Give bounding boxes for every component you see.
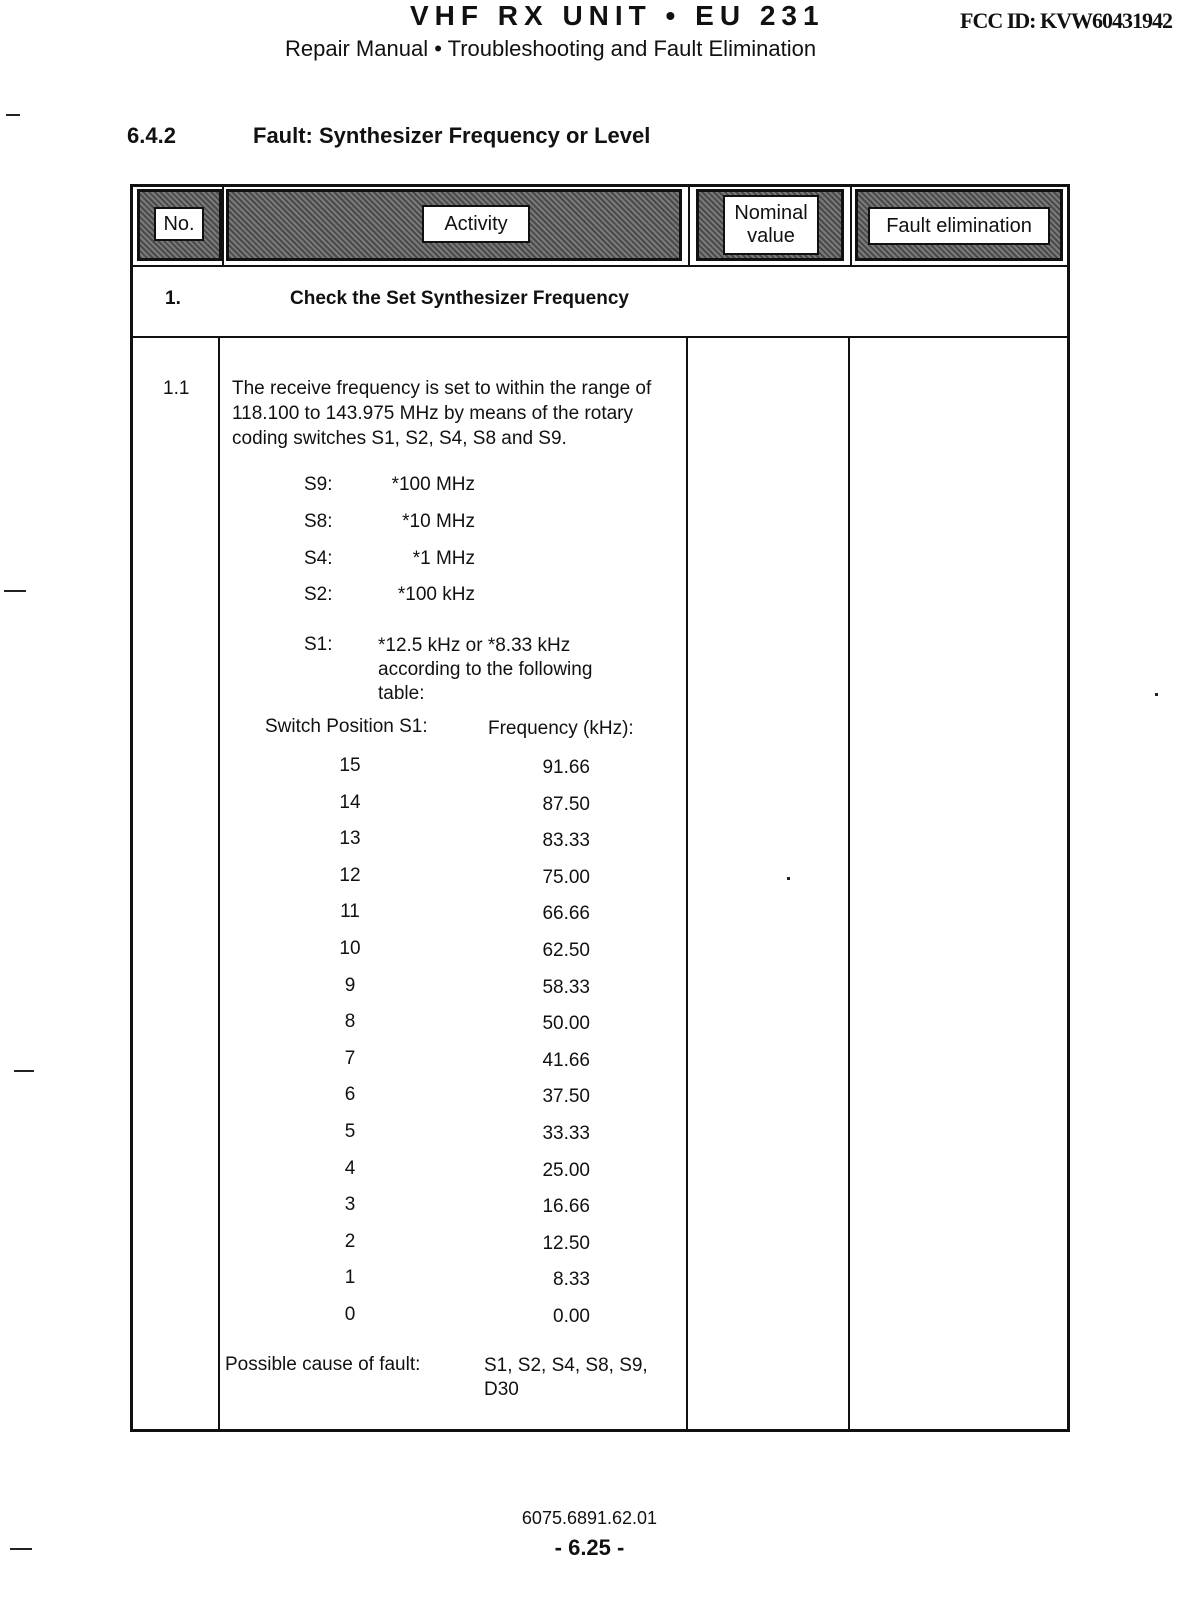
switch-position-cell: 4 xyxy=(344,1158,356,1179)
switch-label: S2: xyxy=(304,584,333,605)
frequency-cell: 41.66 xyxy=(542,1050,590,1071)
switch-position-cell: 10 xyxy=(339,938,361,959)
step-title: Check the Set Synthesizer Frequency xyxy=(290,288,629,309)
switch-position-cell: 5 xyxy=(344,1121,356,1142)
switch-position-cell: 15 xyxy=(339,755,361,776)
switch-label: S8: xyxy=(304,511,333,532)
scan-mark xyxy=(1155,693,1158,696)
column-header-position: Switch Position S1: xyxy=(265,716,428,737)
frequency-cell: 91.66 xyxy=(542,757,590,778)
switch-label: S4: xyxy=(304,548,333,569)
substep-description: The receive frequency is set to within the range of 118.100 to 143.975 MHz by means of the rotary coding switches S1, S2, S4, S8 and S9. xyxy=(232,378,652,449)
frequency-cell: 66.66 xyxy=(542,903,590,924)
scan-mark xyxy=(14,1070,34,1072)
switch-position-cell: 2 xyxy=(344,1231,356,1252)
column-divider xyxy=(222,186,224,266)
section-number: 6.4.2 xyxy=(127,123,176,148)
cause-label: Possible cause of fault: xyxy=(225,1354,421,1375)
section-title: Fault: Synthesizer Frequency or Level xyxy=(253,123,651,148)
column-divider xyxy=(688,186,690,266)
frequency-cell: 12.50 xyxy=(542,1233,590,1254)
row-divider xyxy=(132,265,1068,267)
frequency-cell: 0.00 xyxy=(553,1306,590,1327)
frequency-cell: 62.50 xyxy=(542,940,590,961)
switch-position-cell: 7 xyxy=(344,1048,356,1069)
frequency-cell: 75.00 xyxy=(542,867,590,888)
switch-position-cell: 8 xyxy=(344,1011,356,1032)
column-header-frequency: Frequency (kHz): xyxy=(488,718,634,739)
column-divider xyxy=(848,338,850,1430)
document-subtitle: Repair Manual • Troubleshooting and Fault Elimination xyxy=(285,36,817,61)
switch-label: S9: xyxy=(304,474,333,495)
scan-mark xyxy=(787,877,790,880)
switch-label-s1: S1: xyxy=(304,634,333,655)
frequency-cell: 37.50 xyxy=(542,1086,590,1107)
switch-position-cell: 3 xyxy=(344,1194,356,1215)
frequency-cell: 16.66 xyxy=(542,1196,590,1217)
step-number: 1. xyxy=(165,288,181,309)
frequency-cell: 25.00 xyxy=(542,1160,590,1181)
header-fault-label: Fault elimination xyxy=(868,207,1050,245)
column-divider xyxy=(850,186,852,266)
frequency-cell: 58.33 xyxy=(542,977,590,998)
switch-value: *10 MHz xyxy=(402,511,475,532)
switch-position-cell: 0 xyxy=(344,1304,356,1325)
cause-value: S1, S2, S4, S8, S9, D30 xyxy=(484,1355,648,1400)
header-activity-label: Activity xyxy=(422,205,530,243)
column-divider xyxy=(218,338,220,1430)
column-divider xyxy=(686,338,688,1430)
page-number: - 6.25 - xyxy=(554,1535,625,1560)
switch-position-cell: 13 xyxy=(339,828,361,849)
switch-value-s1: *12.5 kHz or *8.33 kHz according to the following table: xyxy=(378,635,593,704)
frequency-cell: 8.33 xyxy=(553,1269,590,1290)
frequency-cell: 83.33 xyxy=(542,830,590,851)
switch-position-cell: 6 xyxy=(344,1084,356,1105)
scan-mark xyxy=(6,114,20,116)
switch-position-cell: 12 xyxy=(339,865,361,886)
switch-position-cell: 9 xyxy=(344,975,356,996)
switch-position-cell: 14 xyxy=(339,792,361,813)
switch-value: *100 kHz xyxy=(397,584,475,605)
scan-mark xyxy=(10,1548,32,1550)
frequency-cell: 87.50 xyxy=(542,794,590,815)
fault-table xyxy=(130,184,1070,1432)
frequency-cell: 33.33 xyxy=(542,1123,590,1144)
frequency-cell: 50.00 xyxy=(542,1013,590,1034)
row-divider xyxy=(132,336,1068,338)
switch-position-cell: 11 xyxy=(340,901,360,922)
switch-value: *1 MHz xyxy=(412,548,475,569)
header-no-label: No. xyxy=(154,207,204,241)
switch-position-cell: 1 xyxy=(344,1267,356,1288)
document-number: 6075.6891.62.01 xyxy=(521,1508,658,1528)
fcc-id: FCC ID: KVW60431942 xyxy=(960,8,1172,33)
header-nominal-label: Nominal value xyxy=(723,195,819,255)
document-title: VHF RX UNIT • EU 231 xyxy=(410,0,825,31)
switch-value: *100 MHz xyxy=(391,474,475,495)
scan-mark xyxy=(4,590,26,592)
substep-number: 1.1 xyxy=(163,378,190,399)
